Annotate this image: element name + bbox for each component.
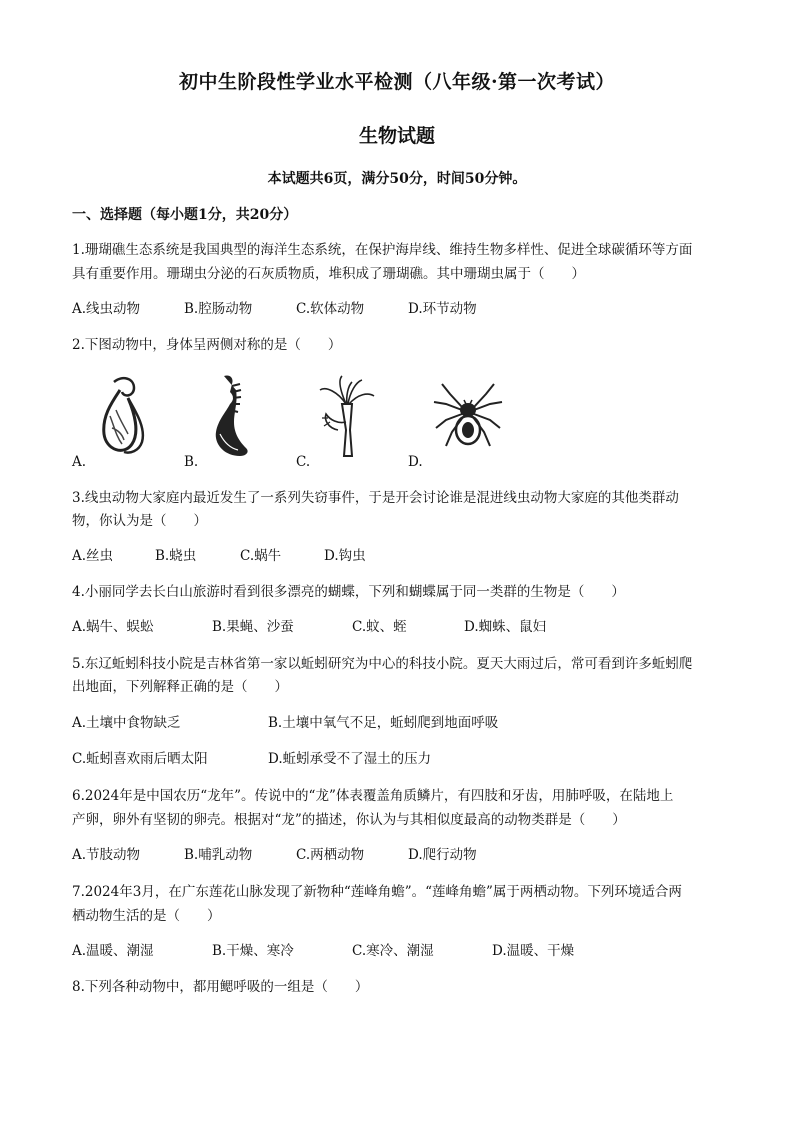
question-3-option-a: A.丝虫 bbox=[72, 548, 114, 564]
question-1-option-b: B.腔肠动物 bbox=[184, 301, 253, 317]
planarian-figure bbox=[200, 372, 260, 460]
question-6-option-c: C.两栖动物 bbox=[296, 847, 365, 863]
question-1-option-d: D.环节动物 bbox=[408, 301, 477, 317]
question-6-option-d: D.爬行动物 bbox=[408, 847, 477, 863]
section-heading: 一、选择题（每小题1分，共20分） bbox=[72, 207, 298, 223]
question-4-line-1: 4.小丽同学去长白山旅游时看到很多漂亮的蝴蝶，下列和蝴蝶属于同一类群的生物是（ ） bbox=[72, 584, 625, 600]
question-4-option-d: D.蜘蛛、鼠妇 bbox=[464, 619, 547, 635]
question-5-line-1: 5.东辽蚯蚓科技小院是吉林省第一家以蚯蚓研究为中心的科技小院。夏天大雨过后，常可看到许多蚯蚓爬 bbox=[72, 656, 693, 672]
question-5-option-c: C.蚯蚓喜欢雨后晒太阳 bbox=[72, 751, 208, 767]
question-7-line-1: 7.2024年3月，在广东莲花山脉发现了新物种“莲峰角蟾”。“莲峰角蟾”属于两栖动物。下列环境适合两 bbox=[72, 884, 682, 900]
question-5-option-d: D.蚯蚓承受不了湿土的压力 bbox=[268, 751, 432, 767]
question-1-option-a: A.线虫动物 bbox=[72, 301, 141, 317]
question-3-line-2: 物，你认为是（ ） bbox=[72, 513, 207, 529]
question-2-line-1: 2.下图动物中，身体呈两侧对称的是（ ） bbox=[72, 337, 342, 353]
question-4-option-a: A.蜗牛、蜈蚣 bbox=[72, 619, 154, 635]
question-7-option-b: B.干燥、寒冷 bbox=[212, 943, 294, 959]
question-5-option-b: B.土壤中氧气不足，蚯蚓爬到地面呼吸 bbox=[268, 715, 499, 731]
question-6-option-a: A.节肢动物 bbox=[72, 847, 141, 863]
question-6-option-b: B.哺乳动物 bbox=[184, 847, 253, 863]
question-3-option-d: D.钩虫 bbox=[324, 548, 366, 564]
question-3-option-c: C.蜗牛 bbox=[240, 548, 282, 564]
question-1-option-c: C.软体动物 bbox=[296, 301, 365, 317]
exam-info: 本试题共6页，满分50分，时间50分钟。 bbox=[267, 171, 527, 187]
question-7-line-2: 栖动物生活的是（ ） bbox=[72, 908, 221, 924]
question-3-line-1: 3.线虫动物大家庭内最近发生了一系列失窃事件，于是开会讨论谁是混进线虫动物大家庭的其他类群动 bbox=[72, 490, 679, 506]
exam-title: 初中生阶段性学业水平检测（八年级·第一次考试） bbox=[178, 71, 616, 93]
question-4-option-b: B.果蝇、沙蚕 bbox=[212, 619, 294, 635]
question-1-line-1: 1.珊瑚礁生态系统是我国典型的海洋生态系统，在保护海岸线、维持生物多样性、促进全球碳循环等方面 bbox=[72, 242, 693, 258]
question-4-option-c: C.蚊、蛭 bbox=[352, 619, 407, 635]
tapeworm-figure bbox=[92, 376, 156, 458]
question-6-line-1: 6.2024年是中国农历“龙年”。传说中的“龙”体表覆盖角质鳞片，有四肢和牙齿，用肺呼吸，在陆地上 bbox=[72, 788, 674, 804]
question-2-option-d: D. bbox=[408, 454, 423, 470]
question-3-option-b: B.蛲虫 bbox=[155, 548, 197, 564]
question-7-option-d: D.温暖、干燥 bbox=[492, 943, 575, 959]
question-2-option-b: B. bbox=[184, 454, 199, 470]
spider-figure bbox=[432, 380, 504, 458]
question-7-option-c: C.寒冷、潮湿 bbox=[352, 943, 434, 959]
hydra-figure bbox=[316, 374, 380, 460]
question-8-line-1: 8.下列各种动物中，都用鳃呼吸的一组是（ ） bbox=[72, 979, 369, 995]
question-1-line-2: 具有重要作用。珊瑚虫分泌的石灰质物质，堆积成了珊瑚礁。其中珊瑚虫属于（ ） bbox=[72, 266, 585, 282]
question-2-option-a: A. bbox=[72, 454, 87, 470]
question-2-option-c: C. bbox=[296, 454, 311, 470]
question-7-option-a: A.温暖、潮湿 bbox=[72, 943, 154, 959]
question-5-option-a: A.土壤中食物缺乏 bbox=[72, 715, 181, 731]
question-6-line-2: 产卵，卵外有坚韧的卵壳。根据对“龙”的描述，你认为与其相似度最高的动物类群是（ ） bbox=[72, 812, 626, 828]
question-5-line-2: 出地面，下列解释正确的是（ ） bbox=[72, 679, 288, 695]
subject-title: 生物试题 bbox=[358, 125, 435, 147]
